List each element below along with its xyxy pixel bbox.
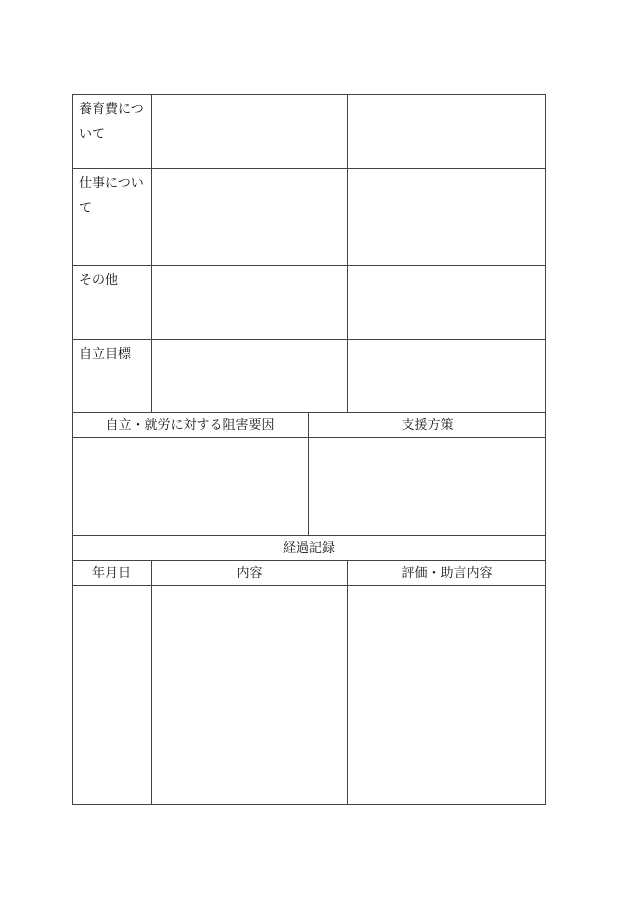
work-entry-1[interactable] bbox=[152, 169, 347, 265]
support-plan-form bbox=[72, 94, 546, 805]
child-support-entry-2[interactable] bbox=[348, 95, 545, 168]
progress-evaluation-entry[interactable] bbox=[348, 586, 545, 804]
work-entry-2[interactable] bbox=[348, 169, 545, 265]
progress-col-evaluation: 評価・助言内容 bbox=[401, 565, 493, 581]
other-entry-2[interactable] bbox=[348, 266, 545, 339]
other-entry-1[interactable] bbox=[152, 266, 347, 339]
support-measures-entry[interactable] bbox=[309, 438, 545, 535]
goal-entry-2[interactable] bbox=[348, 340, 545, 412]
goal-entry-1[interactable] bbox=[152, 340, 347, 412]
obstacles-header: 自立・就労に対する阻害要因 bbox=[105, 417, 275, 433]
progress-content-entry[interactable] bbox=[152, 586, 347, 804]
obstacles-entry[interactable] bbox=[73, 438, 308, 535]
row-label-work: 仕事について bbox=[79, 176, 144, 216]
progress-date-entry[interactable] bbox=[73, 586, 151, 804]
support-measures-header: 支援方策 bbox=[401, 417, 454, 433]
row-label-other: その他 bbox=[79, 273, 119, 288]
row-label-child-support: 養育費について bbox=[79, 102, 144, 142]
progress-col-content: 内容 bbox=[236, 565, 263, 581]
row-label-independence-goal: 自立目標 bbox=[79, 347, 132, 362]
rule-right bbox=[545, 94, 546, 805]
child-support-entry-1[interactable] bbox=[152, 95, 347, 168]
progress-col-date: 年月日 bbox=[91, 565, 131, 581]
progress-record-header: 経過記録 bbox=[282, 540, 335, 556]
rule-bottom bbox=[72, 804, 546, 805]
